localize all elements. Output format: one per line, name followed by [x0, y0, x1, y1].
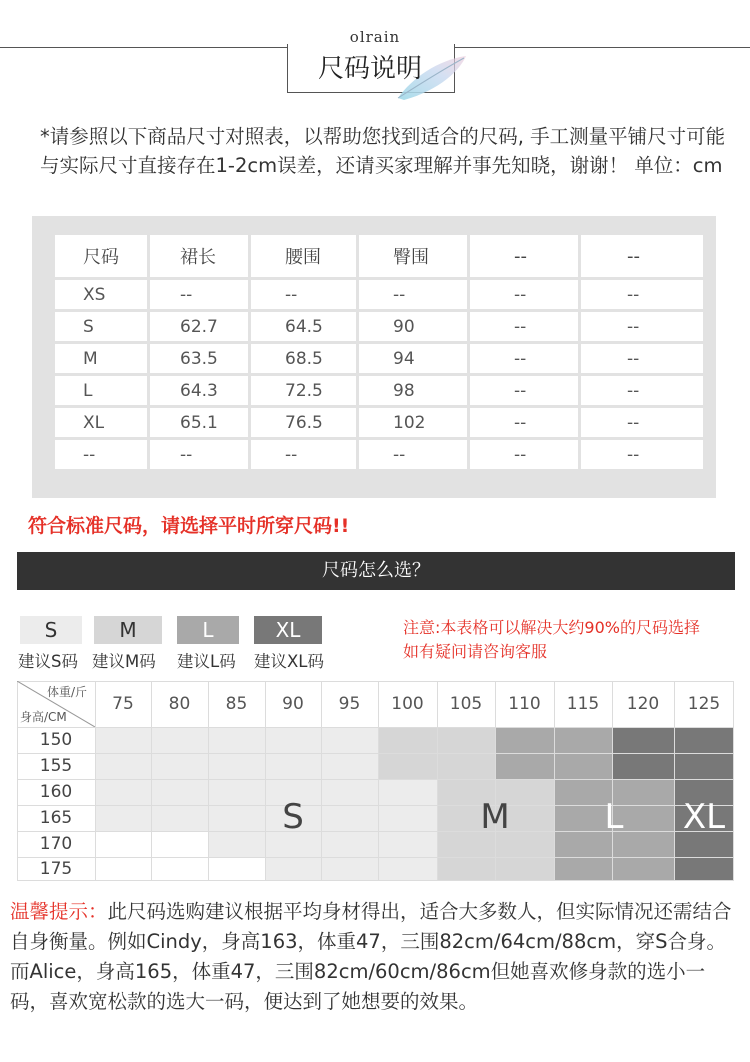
chart-cell [612, 753, 674, 779]
chart-cell [378, 727, 437, 753]
chart-gridline [17, 857, 734, 858]
intro-text: *请参照以下商品尺寸对照表，以帮助您找到适合的尺码, 手工测量平铺尺寸可能与实际尺寸直接存在1-2cm误差，还请买家理解并事先知晓，谢谢！ 单位：cm [40, 125, 726, 177]
size-table-cell: -- [359, 280, 467, 309]
chart-gridline [17, 880, 734, 881]
height-axis-label: 身高/CM [20, 710, 67, 724]
size-table-header-cell: 尺码 [55, 235, 147, 277]
chart-cell [378, 831, 437, 857]
legend-label-m: 建议M码 [92, 652, 156, 671]
weight-tick-label: 100 [391, 694, 424, 714]
size-table-cell: -- [251, 280, 356, 309]
weight-tick-label: 85 [225, 694, 248, 714]
chart-cell [208, 857, 265, 881]
size-table-cell: -- [470, 312, 578, 341]
chart-cell [208, 831, 265, 857]
chart-cell [95, 805, 151, 831]
size-table-cell: -- [470, 408, 578, 437]
chart-cell [554, 753, 612, 779]
size-table-header-cell: 裙长 [150, 235, 248, 277]
size-table-cell: 90 [359, 312, 467, 341]
size-table-cell: 62.7 [150, 312, 248, 341]
legend-swatch-xl: XL [254, 616, 322, 644]
chart-cell [674, 753, 734, 779]
chart-cell [378, 857, 437, 881]
height-tick-label: 170 [39, 834, 73, 854]
height-tick-label: 175 [39, 859, 73, 879]
size-table-cell: -- [581, 312, 703, 341]
size-table-cell: 98 [359, 376, 467, 405]
size-table-cell: 68.5 [251, 344, 356, 373]
chart-cell [437, 753, 495, 779]
page-title: 尺码说明 [317, 54, 422, 84]
size-table-cell: -- [359, 440, 467, 469]
chart-cell [208, 727, 265, 753]
chart-cell [208, 753, 265, 779]
weight-tick-label: 125 [687, 694, 721, 714]
warm-tip-label: 温馨提示： [10, 900, 108, 923]
legend-swatch-s: S [20, 616, 82, 644]
size-table-cell: -- [150, 440, 248, 469]
height-tick-label: 150 [39, 730, 73, 750]
size-table-row [55, 312, 703, 341]
legend-swatch-l: L [177, 616, 239, 644]
notice-line-2: 如有疑问请咨询客服 [403, 642, 548, 661]
chart-cell [554, 727, 612, 753]
chart-cell [321, 857, 378, 881]
weight-tick-label: 75 [112, 694, 134, 714]
size-table-header-cell: 臀围 [359, 235, 467, 277]
size-chart-grid [17, 681, 734, 881]
weight-tick-label: 95 [338, 694, 361, 714]
size-table-cell: 63.5 [150, 344, 248, 373]
warm-tip-text: 此尺码选购建议根据平均身材得出，适合大多数人，但实际情况还需结合自身衡量。例如Cindy，身高163，体重47，三围82cm/64cm/88cm，穿S合身。而Alice，身高165，体重47，三围82cm/60cm/86cm但她喜欢修身款的选小一码，喜欢宽松款的选大一码，便达到了她想要的效果。 [10, 900, 732, 1013]
size-table-cell: -- [470, 376, 578, 405]
chart-cell [95, 857, 151, 881]
weight-axis-label: 体重/斤 [47, 685, 88, 699]
size-table-cell: XL [55, 408, 147, 437]
chart-cell [612, 857, 674, 881]
legend-label-s: 建议S码 [18, 652, 78, 671]
chart-cell [378, 805, 437, 831]
chart-gridline [17, 779, 734, 780]
legend-swatch-m: M [94, 616, 162, 644]
chart-cell [495, 753, 554, 779]
weight-tick-label: 120 [626, 694, 660, 714]
height-tick-label: 160 [39, 782, 73, 802]
chart-cell [495, 857, 554, 881]
size-table-cell: -- [470, 344, 578, 373]
weight-tick-label: 90 [282, 694, 304, 714]
zone-label-s: S [282, 797, 304, 837]
chart-cell [554, 857, 612, 881]
chart-cell [151, 805, 208, 831]
size-table-row [55, 344, 703, 373]
size-table-cell: XS [55, 280, 147, 309]
size-table-header-row [55, 235, 703, 277]
notice-text [403, 616, 700, 664]
chart-cell [674, 727, 734, 753]
size-table-cell: -- [251, 440, 356, 469]
standard-size-note: 符合标准尺码，请选择平时所穿尺码!! [28, 515, 350, 537]
chart-cell [495, 727, 554, 753]
size-table-row [55, 408, 703, 437]
notice-line-1: 注意:本表格可以解决大约90%的尺码选择 [403, 618, 700, 637]
header-rule-left [0, 47, 288, 48]
size-table [52, 232, 706, 472]
chart-cell [151, 753, 208, 779]
chart-cell [265, 857, 321, 881]
size-table-cell: -- [581, 280, 703, 309]
chart-cell [151, 779, 208, 805]
size-table-cell: 64.5 [251, 312, 356, 341]
chart-cell [208, 805, 265, 831]
chart-cell [674, 857, 734, 881]
chart-cell [378, 779, 437, 805]
chart-cell [208, 779, 265, 805]
size-table-cell: -- [150, 280, 248, 309]
chart-cell [151, 857, 208, 881]
size-table-header-cell: -- [470, 235, 578, 277]
size-table-cell: -- [55, 440, 147, 469]
size-table-header-cell: 腰围 [251, 235, 356, 277]
size-table-row [55, 440, 703, 469]
chart-cell [151, 831, 208, 857]
legend-label-l: 建议L码 [177, 652, 236, 671]
size-table-cell: S [55, 312, 147, 341]
brand-logo: olrain [349, 28, 401, 46]
weight-tick-label: 80 [168, 694, 191, 714]
chart-cell [437, 727, 495, 753]
size-table-cell: -- [581, 376, 703, 405]
chart-cell [321, 779, 378, 805]
size-table-cell: 76.5 [251, 408, 356, 437]
size-table-cell: 94 [359, 344, 467, 373]
weight-tick-label: 115 [566, 694, 600, 714]
size-table-cell: -- [470, 280, 578, 309]
header-rule-right [452, 47, 750, 48]
size-table-cell: 65.1 [150, 408, 248, 437]
size-table-cell: M [55, 344, 147, 373]
zone-label-xl: XL [682, 797, 726, 837]
size-table-cell: -- [581, 440, 703, 469]
zone-label-l: L [604, 797, 624, 837]
height-tick-label: 165 [39, 808, 73, 828]
size-table-cell: L [55, 376, 147, 405]
section-bar-how-to-choose: 尺码怎么选？ [17, 552, 735, 590]
zone-label-m: M [480, 797, 510, 837]
size-table-cell: 102 [359, 408, 467, 437]
height-tick-label: 155 [39, 756, 73, 776]
chart-cell [95, 727, 151, 753]
chart-cell [265, 727, 321, 753]
weight-tick-label: 110 [508, 694, 541, 714]
chart-cell [265, 753, 321, 779]
chart-cell [95, 831, 151, 857]
chart-cell [321, 831, 378, 857]
size-table-cell: 64.3 [150, 376, 248, 405]
chart-cell [378, 753, 437, 779]
size-table-row [55, 280, 703, 309]
chart-cell [321, 805, 378, 831]
size-table-row [55, 376, 703, 405]
size-table-header-cell: -- [581, 235, 703, 277]
size-table-cell: 72.5 [251, 376, 356, 405]
chart-gridline [17, 753, 734, 754]
size-table-cell: -- [581, 344, 703, 373]
chart-cell [321, 753, 378, 779]
chart-cell [151, 727, 208, 753]
chart-cell [95, 753, 151, 779]
weight-tick-label: 105 [449, 694, 483, 714]
size-table-cell: -- [470, 440, 578, 469]
chart-cell [95, 779, 151, 805]
chart-cell [437, 857, 495, 881]
chart-cell [321, 727, 378, 753]
size-table-cell: -- [581, 408, 703, 437]
chart-cell [612, 727, 674, 753]
legend-label-xl: 建议XL码 [254, 652, 324, 671]
chart-gridline [17, 727, 734, 728]
warm-tip [10, 897, 740, 1017]
